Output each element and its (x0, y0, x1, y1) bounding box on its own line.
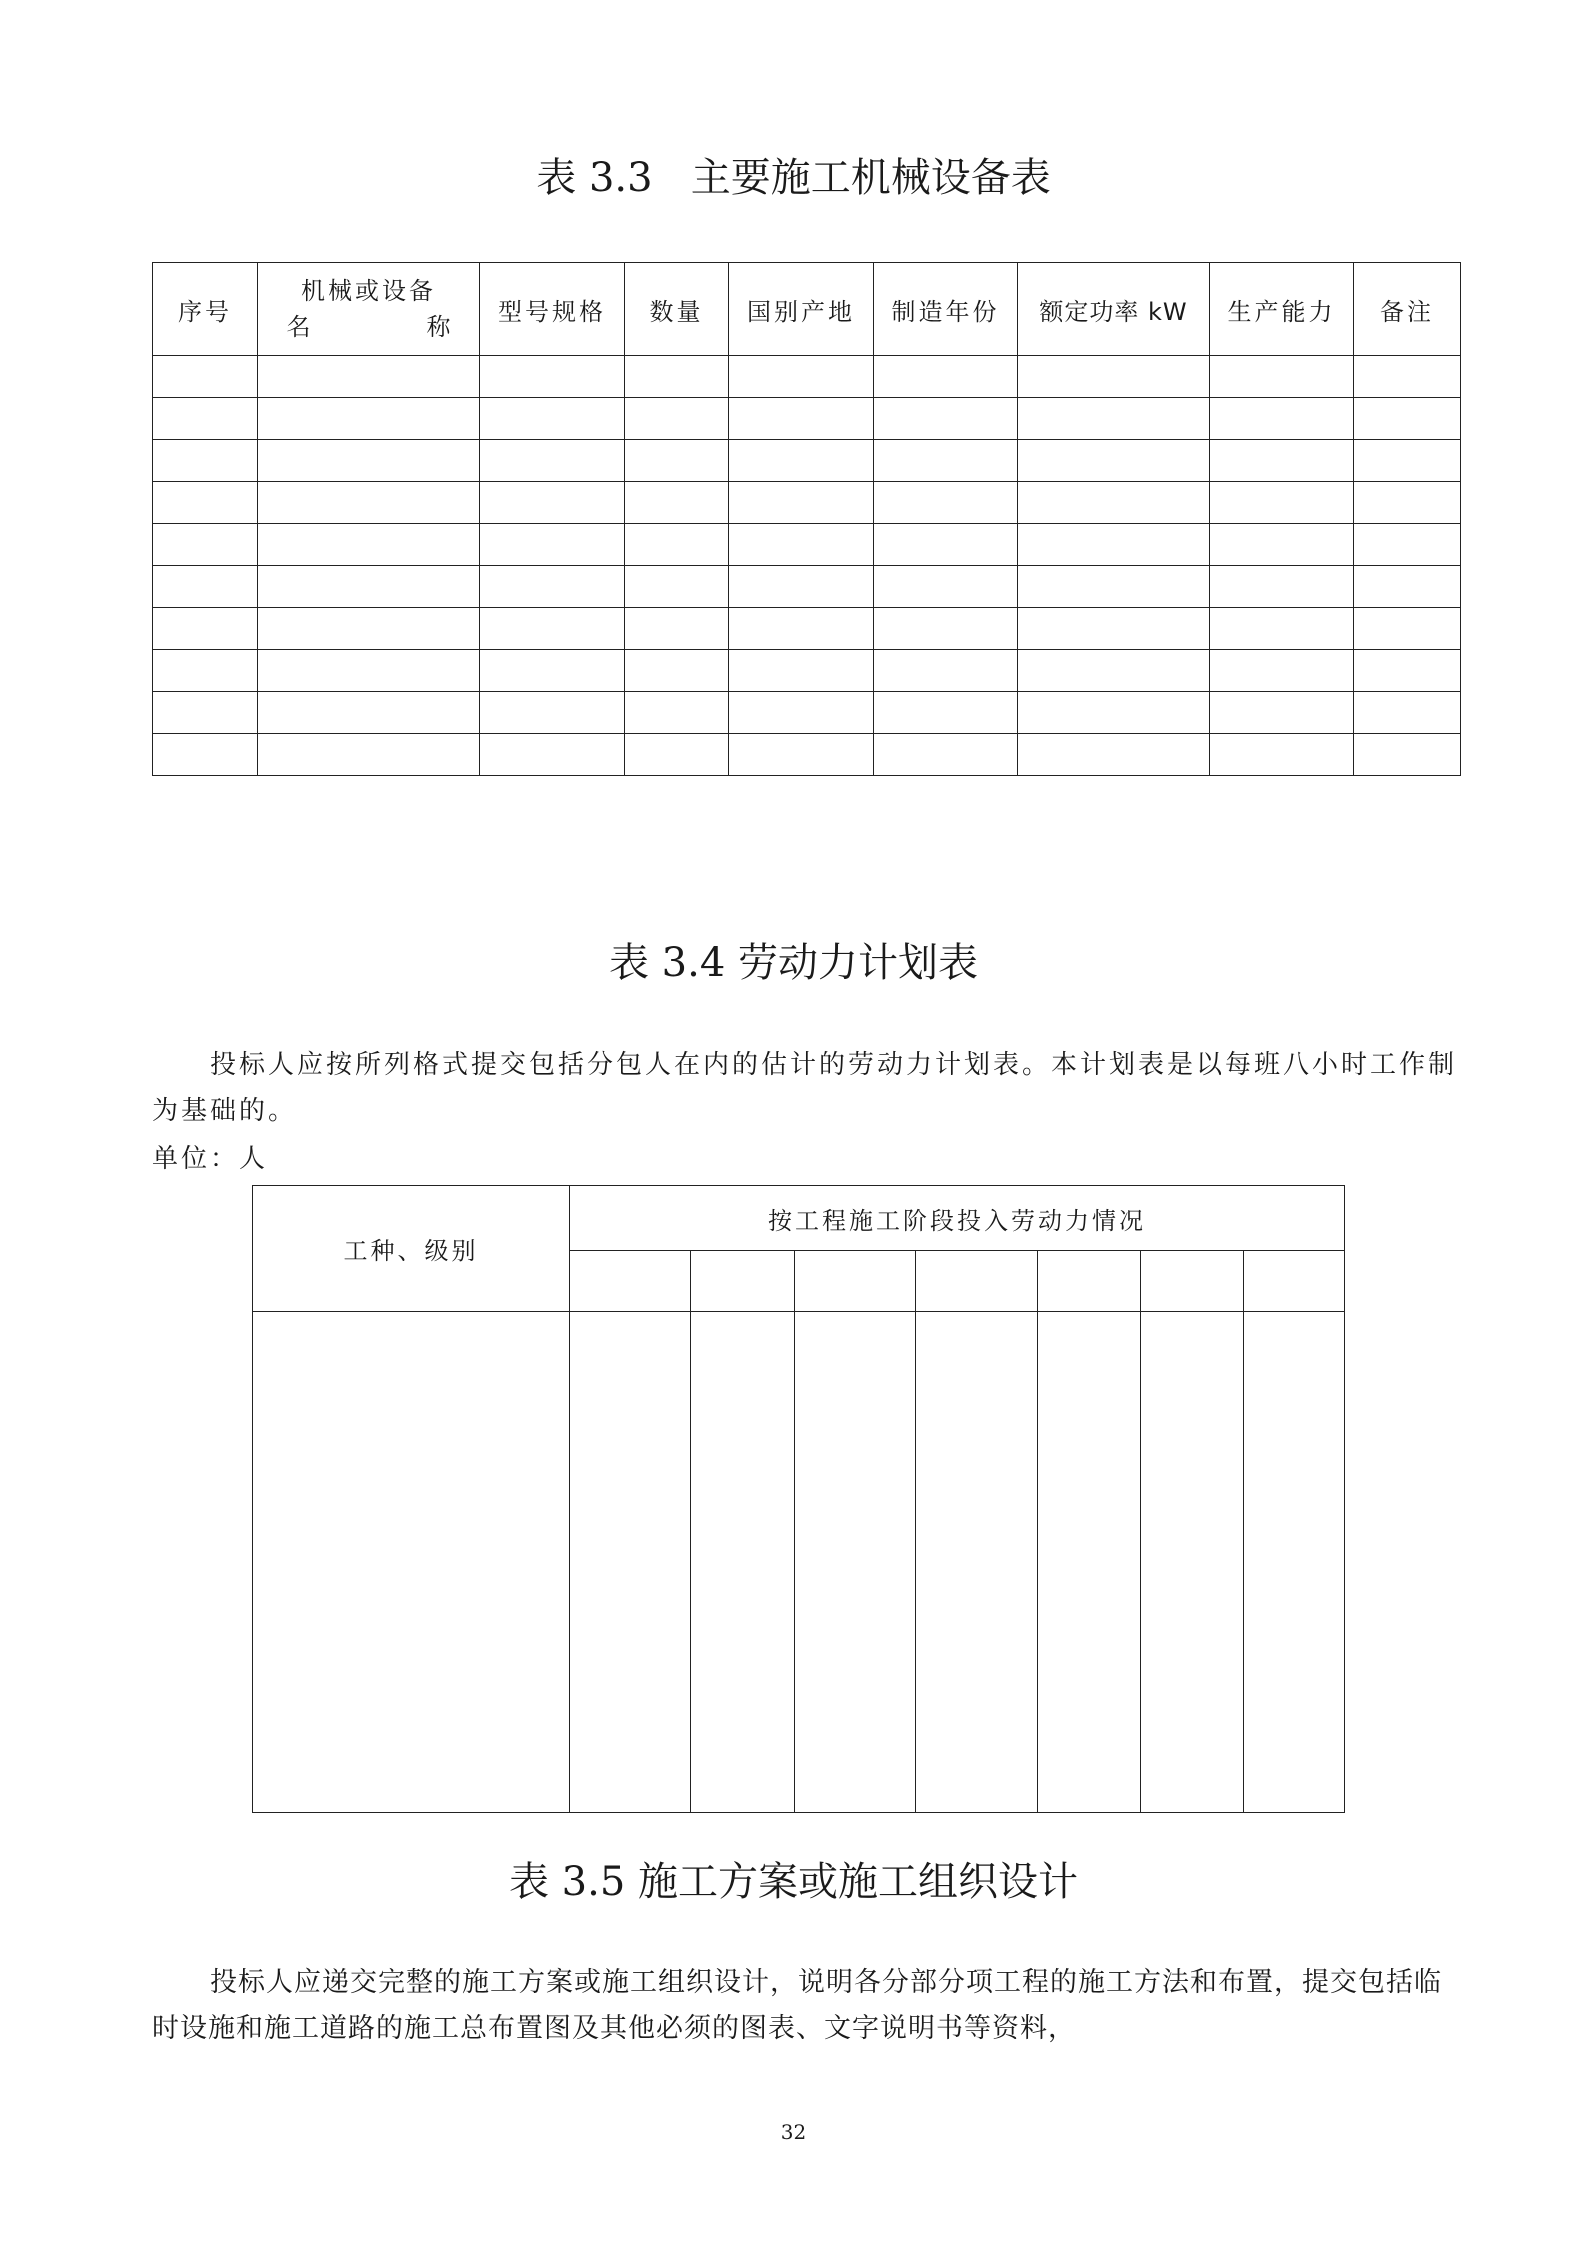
phase-cell (691, 1251, 795, 1312)
table-row (153, 566, 1461, 608)
table-cell (153, 692, 258, 734)
header-equipment-name (258, 263, 480, 356)
table-cell (1018, 524, 1210, 566)
table-cell (153, 440, 258, 482)
phase-cell (1244, 1251, 1345, 1312)
header-equipment-name-char1: 名 (286, 313, 311, 341)
header-seq: 序号 (153, 263, 258, 356)
phase-cell (570, 1251, 691, 1312)
labor-cell (570, 1312, 691, 1813)
table-cell (874, 734, 1018, 776)
table-cell (480, 650, 625, 692)
table-cell (1018, 398, 1210, 440)
table-3-3-title: 表 3.3 主要施工机械设备表 (536, 155, 1051, 201)
table-cell (729, 524, 874, 566)
table-cell (153, 482, 258, 524)
equipment-table-body (153, 356, 1461, 776)
table-cell (1354, 566, 1461, 608)
table-cell (258, 650, 480, 692)
table-cell (153, 566, 258, 608)
table-cell (729, 440, 874, 482)
phase-cell (916, 1251, 1038, 1312)
table-cell (153, 524, 258, 566)
phase-cell (795, 1251, 916, 1312)
table-3-5-body: 投标人应递交完整的施工方案或施工组织设计，说明各分部分项工程的施工方法和布置，提交包括临时设施和施工道路的施工总布置图及其他必须的图表、文字说明书等资料， (152, 1967, 1442, 2044)
header-remark: 备注 (1354, 263, 1461, 356)
page-number: 32 (780, 2120, 807, 2144)
table-cell (1210, 398, 1354, 440)
table-cell (1210, 692, 1354, 734)
phase-cell (1038, 1251, 1141, 1312)
header-year: 制造年份 (874, 263, 1018, 356)
phase-cell (1141, 1251, 1244, 1312)
header-equipment-name-line1: 机械或设备 (301, 277, 436, 305)
table-cell (625, 482, 729, 524)
table-row (153, 440, 1461, 482)
table-cell (153, 356, 258, 398)
equipment-table-header (153, 263, 1461, 356)
table-cell (1210, 482, 1354, 524)
table-cell (1210, 356, 1354, 398)
table-cell (625, 734, 729, 776)
table-cell (1354, 524, 1461, 566)
table-cell (480, 482, 625, 524)
table-3-4-intro: 投标人应按所列格式提交包括分包人在内的估计的劳动力计划表。本计划表是以每班八小时工作制为基础的。 (152, 1050, 1458, 1126)
table-cell (1354, 734, 1461, 776)
table-row (153, 692, 1461, 734)
table-cell (480, 692, 625, 734)
table-cell (480, 566, 625, 608)
table-cell (480, 356, 625, 398)
table-cell (480, 440, 625, 482)
table-cell (625, 356, 729, 398)
table-cell (258, 524, 480, 566)
table-cell (874, 440, 1018, 482)
table-cell (258, 734, 480, 776)
labor-cell (795, 1312, 916, 1813)
table-cell (258, 356, 480, 398)
table-cell (729, 650, 874, 692)
table-cell (480, 398, 625, 440)
table-row (153, 650, 1461, 692)
labor-cell (691, 1312, 795, 1813)
table-cell (1210, 524, 1354, 566)
table-cell (874, 692, 1018, 734)
table-cell (1210, 566, 1354, 608)
table-cell (625, 692, 729, 734)
header-power: 额定功率 kW (1018, 263, 1210, 356)
table-cell (874, 482, 1018, 524)
header-origin: 国别产地 (729, 263, 874, 356)
table-cell (1354, 398, 1461, 440)
table-3-4-title: 表 3.4 劳动力计划表 (608, 940, 979, 986)
header-model: 型号规格 (480, 263, 625, 356)
table-cell (625, 650, 729, 692)
table-cell (1354, 356, 1461, 398)
table-cell (729, 356, 874, 398)
table-3-5-title: 表 3.5 施工方案或施工组织设计 (508, 1859, 1079, 1905)
table-cell (1354, 482, 1461, 524)
table-cell (874, 398, 1018, 440)
table-cell (625, 524, 729, 566)
table-cell (729, 398, 874, 440)
unit-label: 单位：人 (152, 1144, 269, 1174)
labor-cell (1038, 1312, 1141, 1813)
labor-cell (1244, 1312, 1345, 1813)
table-cell (258, 398, 480, 440)
table-cell (874, 356, 1018, 398)
table-cell (1210, 608, 1354, 650)
table-cell (153, 650, 258, 692)
labor-cell (1141, 1312, 1244, 1813)
table-cell (258, 440, 480, 482)
table-cell (729, 734, 874, 776)
table-cell (1210, 734, 1354, 776)
table-cell (625, 566, 729, 608)
table-cell (874, 608, 1018, 650)
table-cell (1018, 356, 1210, 398)
table-row (153, 524, 1461, 566)
header-qty: 数量 (625, 263, 729, 356)
table-cell (1018, 566, 1210, 608)
table-cell (1354, 650, 1461, 692)
table-cell (1018, 440, 1210, 482)
labor-table (252, 1185, 1345, 1813)
table-row (153, 356, 1461, 398)
labor-data-row (253, 1312, 1345, 1813)
table-cell (258, 692, 480, 734)
table-cell (480, 734, 625, 776)
table-cell (258, 482, 480, 524)
table-cell (874, 524, 1018, 566)
table-cell (625, 608, 729, 650)
table-cell (1018, 692, 1210, 734)
header-phase-labor: 按工程施工阶段投入劳动力情况 (570, 1186, 1345, 1251)
table-cell (258, 566, 480, 608)
labor-cell (916, 1312, 1038, 1813)
table-cell (1354, 608, 1461, 650)
table-cell (1018, 482, 1210, 524)
table-cell (153, 398, 258, 440)
table-cell (153, 608, 258, 650)
table-cell (729, 566, 874, 608)
table-row (153, 608, 1461, 650)
table-cell (729, 692, 874, 734)
table-cell (1018, 734, 1210, 776)
equipment-table (152, 262, 1461, 776)
table-cell (625, 398, 729, 440)
table-cell (480, 608, 625, 650)
table-cell (258, 608, 480, 650)
table-cell (1210, 440, 1354, 482)
table-cell (874, 650, 1018, 692)
table-cell (153, 734, 258, 776)
table-cell (729, 482, 874, 524)
table-cell (1018, 650, 1210, 692)
table-cell (480, 524, 625, 566)
table-cell (625, 440, 729, 482)
table-cell (729, 608, 874, 650)
table-cell (1210, 650, 1354, 692)
table-cell (874, 566, 1018, 608)
header-trade-level: 工种、级别 (253, 1186, 570, 1312)
table-row (153, 398, 1461, 440)
labor-cell (253, 1312, 570, 1813)
table-cell (1354, 440, 1461, 482)
table-cell (1018, 608, 1210, 650)
header-equipment-name-char2: 称 (426, 313, 451, 341)
table-row (153, 734, 1461, 776)
header-capacity: 生产能力 (1210, 263, 1354, 356)
table-row (153, 482, 1461, 524)
table-cell (1354, 692, 1461, 734)
